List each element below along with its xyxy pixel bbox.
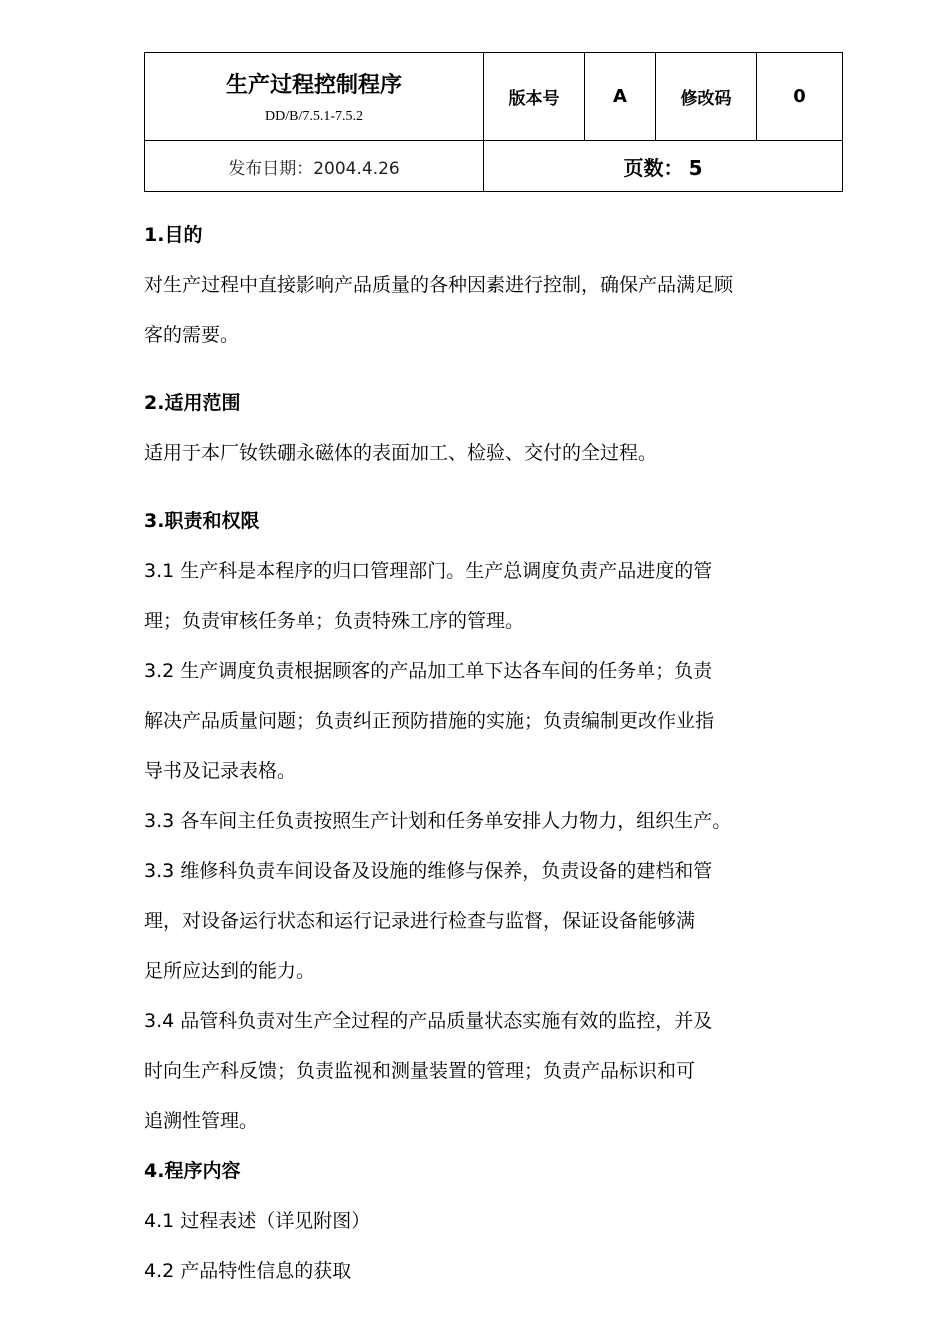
paragraph-line: 3.3 维修科负责车间设备及设施的维修与保养，负责设备的建档和管 xyxy=(144,860,713,882)
paragraph-line: 3.4 品管科负责对生产全过程的产品质量状态实施有效的监控，并及 xyxy=(144,1010,713,1032)
paragraph-line: 足所应达到的能力。 xyxy=(144,960,316,982)
paragraph-line: 4.2 产品特性信息的获取 xyxy=(144,1260,352,1282)
paragraph-line: 适用于本厂钕铁硼永磁体的表面加工、检验、交付的全过程。 xyxy=(144,442,658,464)
paragraph-line: 客的需要。 xyxy=(144,324,240,346)
version-value: A xyxy=(613,86,627,107)
paragraph-line: 导书及记录表格。 xyxy=(144,760,297,782)
pages-label: 页数： xyxy=(623,155,684,180)
paragraph-line: 时向生产科反馈；负责监视和测量装置的管理；负责产品标识和可 xyxy=(144,1060,696,1082)
version-label-cell xyxy=(484,53,585,141)
section-heading-scope: 2.适用范围 xyxy=(144,392,241,414)
version-label: 版本号 xyxy=(508,89,560,109)
paragraph-line: 3.2 生产调度负责根据顾客的产品加工单下达各车间的任务单；负责 xyxy=(144,660,713,682)
document-code: DD/B/7.5.1-7.5.2 xyxy=(265,108,363,124)
pages-cell xyxy=(484,141,843,192)
document-body xyxy=(144,210,844,1296)
section-heading-purpose: 1.目的 xyxy=(144,224,203,246)
publish-date: 发布日期：2004.4.26 xyxy=(228,158,400,179)
document-header-table xyxy=(144,52,843,192)
paragraph-line: 解决产品质量问题；负责纠正预防措施的实施；负责编制更改作业指 xyxy=(144,710,715,732)
revision-value: 0 xyxy=(793,86,806,107)
revision-label-cell xyxy=(656,53,757,141)
paragraph-line: 对生产过程中直接影响产品质量的各种因素进行控制，确保产品满足顾 xyxy=(144,274,734,296)
paragraph-line: 理；负责审核任务单；负责特殊工序的管理。 xyxy=(144,610,525,632)
document-title: 生产过程控制程序 xyxy=(225,72,402,98)
revision-value-cell xyxy=(757,53,843,141)
paragraph-line: 3.3 各车间主任负责按照生产计划和任务单安排人力物力，组织生产。 xyxy=(144,810,732,832)
publish-date-cell xyxy=(145,141,484,192)
title-cell xyxy=(145,53,484,141)
paragraph-line: 理，对设备运行状态和运行记录进行检查与监督，保证设备能够满 xyxy=(144,910,696,932)
section-heading-responsibilities: 3.职责和权限 xyxy=(144,510,260,532)
paragraph-line: 4.1 过程表述（详见附图） xyxy=(144,1210,371,1232)
paragraph-line: 追溯性管理。 xyxy=(144,1110,259,1132)
pages-value: 5 xyxy=(688,155,703,180)
section-heading-procedure: 4.程序内容 xyxy=(144,1160,241,1182)
version-value-cell xyxy=(585,53,656,141)
revision-label: 修改码 xyxy=(680,89,732,109)
paragraph-line: 3.1 生产科是本程序的归口管理部门。生产总调度负责产品进度的管 xyxy=(144,560,713,582)
